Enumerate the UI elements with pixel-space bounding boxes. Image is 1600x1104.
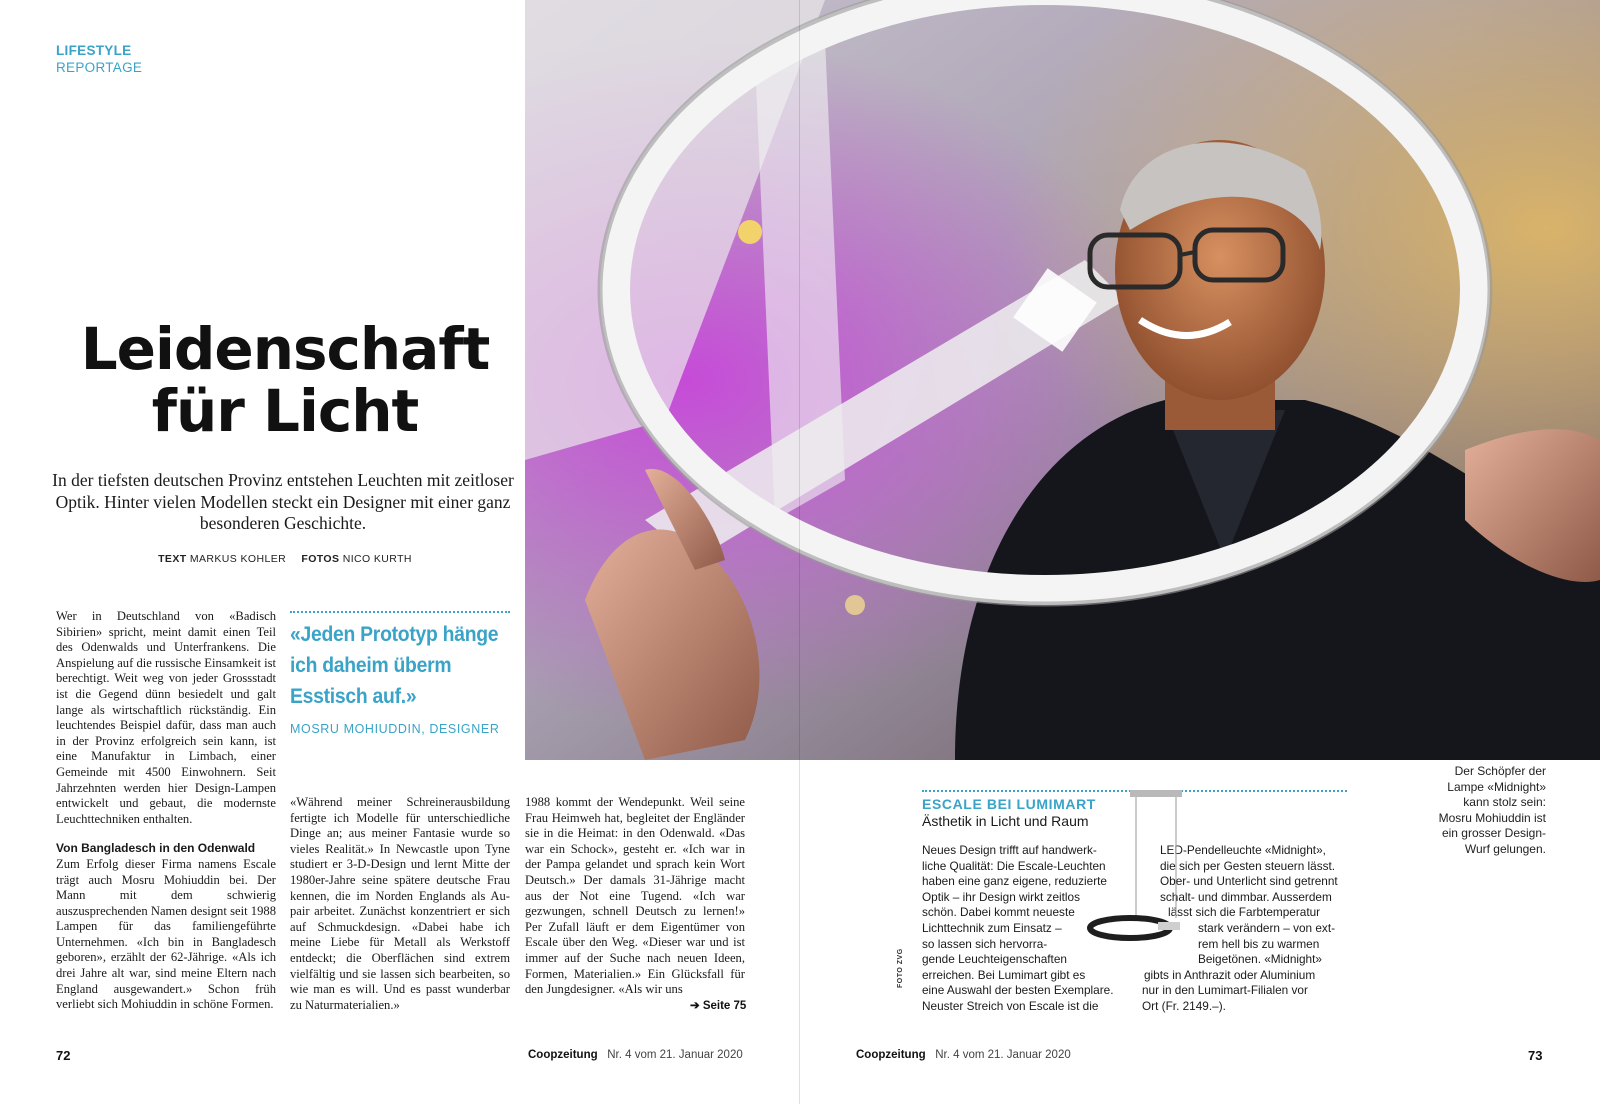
infobox-line: stark verändern – von ext- — [1198, 920, 1336, 935]
infobox-line: Ober- und Unterlicht sind getrennt — [1160, 874, 1338, 889]
footer-publication: Coopzeitung — [856, 1049, 926, 1061]
caption-line: Mosru Mohiuddin ist — [1438, 810, 1546, 825]
hero-photo-illustration — [525, 0, 1600, 760]
infobox-line: Optik – ihr Design wirkt zeitlos — [922, 889, 1080, 904]
spread-gutter — [799, 0, 800, 1104]
footer-right — [856, 1049, 1071, 1061]
infobox-line: gibts in Anthrazit oder Aluminium — [1144, 967, 1316, 982]
infobox-line: rem hell bis zu warmen — [1198, 936, 1320, 951]
infobox-line: Beigetönen. «Midnight» — [1198, 952, 1322, 967]
page-number-left: 72 — [56, 1048, 71, 1063]
body-column-3 — [525, 795, 745, 998]
caption-line: Der Schöpfer der — [1454, 764, 1546, 778]
continue-reference: ➔ Seite 75 — [690, 1000, 747, 1012]
section-label — [56, 42, 142, 76]
pendant-lamp-image — [1080, 790, 1200, 960]
infobox-line: LED-Pendelleuchte «Midnight», — [1160, 843, 1326, 857]
pull-quote-text: «Jeden Prototyp hänge ich daheim überm Esstisch auf.» — [290, 622, 499, 708]
infobox-line: Neues Design trifft auf handwerk- — [922, 843, 1097, 857]
page-number-right: 73 — [1528, 1048, 1543, 1063]
footer-left — [528, 1049, 743, 1061]
body-paragraph-4: 1988 kommt der Wendepunkt. Weil seine Frau Heimweh hat, begleitet der Engländer sie in die Heimat: in den Odenwald. «Das war ein Schock», gesteht er. «Ich war in der Pampa gelandet und sprach kein Wort Deutsch.» Der damals 31-Jährige macht aus der Not eine Tugend. «Ich war gezwungen, schnell Deutsch zu lernen!» Per Zufall läuft er dem Eigentümer von Escale über den Weg. «Dieser war und ist immer auf der Suche nach neuen Ideen, Formen, Materialien.» Ein Glücksfall für den Jungdesigner. «Als wir uns — [525, 795, 745, 997]
infobox-line: eine Auswahl der besten Exemplare. — [922, 983, 1114, 998]
caption-line: kann stolz sein: — [1463, 795, 1546, 810]
photo-credit: FOTO ZVG — [897, 948, 904, 988]
pull-quote — [290, 611, 510, 736]
footer-publication: Coopzeitung — [528, 1049, 598, 1061]
body-paragraph-3: «Während meiner Schreinerausbildung fertigte ich Modelle für unterschiedliche Dinge an; aus meiner Fantasie wurde so vieles Realität.» In Newcastle upon Tyne studiert er 3-D-Design und lernt Mitte der 1980er-Jahre seine spätere deutsche Frau kennen, die im Norden Englands als Au-pair arbeitet. Zunächst konzentriert er sich auf Schmuckdesign. «Dabei habe ich meine Liebe für Metall als Werkstoff entdeckt; die Oberflächen sind extrem vielfältig und sie lassen sich bearbeiten, so wie man es will. Und es passt wunderbar zu Naturmaterialien.» — [290, 795, 510, 1012]
infobox-line: liche Qualität: Die Escale-Leuchten — [922, 858, 1106, 873]
footer-issue: Nr. 4 vom 21. Januar 2020 — [935, 1049, 1071, 1061]
headline-line-1: Leidenschaft — [80, 315, 490, 383]
caption-line: ein grosser Design- — [1441, 826, 1546, 841]
infobox-line: nur in den Lumimart-Filialen vor — [1142, 983, 1308, 998]
infobox-title: ESCALE BEI LUMIMART — [922, 796, 1096, 812]
infobox-line: schalt- und dimmbar. Ausserdem — [1160, 889, 1332, 904]
infobox-line: Neuster Streich von Escale ist die — [922, 998, 1099, 1013]
pull-quote-attribution: MOSRU MOHIUDDIN, DESIGNER — [290, 722, 500, 736]
infobox-line: schön. Dabei kommt neueste — [922, 905, 1075, 920]
byline-text-author: MARKUS KOHLER — [189, 553, 287, 565]
byline-photo-label: FOTOS — [301, 553, 340, 565]
headline-line-2: für Licht — [151, 377, 419, 445]
byline-photo-author: NICO KURTH — [342, 553, 412, 565]
body-paragraph-1: Wer in Deutschland von «Badisch Sibirien» spricht, meint damit einen Teil des Odenwalds und Unterfrankens. Die Anspielung auf die russische Einsamkeit ist berechtigt. Weit weg von jeder Grossstadt ist die Gegend dünn besiedelt und galt lange als wirtschaftlich rückständig. Ein leuchtendes Beispiel dafür, dass man auch in der Provinz erfolgreich sein kann, ist eine Manufaktur in Limbach, einer Gemeinde mit 4500 Einwohnern. Seit Jahrzehnten werden hier Design-Lampen entwickelt und gebaut, die modernste Leuchttechniken enthalten. — [56, 609, 277, 826]
caption-line: Lampe «Midnight» — [1447, 779, 1546, 794]
section-category: LIFESTYLE — [56, 43, 132, 58]
lead-paragraph: In der tiefsten deutschen Provinz entstehen Leuchten mit zeitloser Optik. Hinter vielen Modellen steckt ein Designer mit einer ganz besonderen Geschichte. — [52, 470, 514, 533]
infobox-line: erreichen. Bei Lumimart gibt es — [922, 967, 1086, 982]
body-paragraph-2: Zum Erfolg dieser Firma namens Escale trägt auch Mosru Mohiuddin bei. Der Mann mit dem schwierig auszusprechenden Namen designt seit 1988 Lampen für das familiengeführte Unternehmen. «Ich bin in Bangladesch geboren», erzählt der 62-Jährige. «Als ich drei Jahre alt war, sind meine Eltern nach England ausgewandert.» Schon früh verliebt sich Mohiuddin in schöne Formen. — [56, 856, 276, 1012]
body-column-1 — [56, 609, 276, 1013]
byline — [56, 553, 514, 565]
headline — [40, 315, 530, 445]
infobox-subtitle: Ästhetik in Licht und Raum — [922, 813, 1089, 829]
section-subcategory: REPORTAGE — [56, 60, 143, 75]
hero-photo — [525, 0, 1600, 760]
infobox-line: Lichttechnik zum Einsatz – — [922, 920, 1062, 935]
photo-caption — [1420, 764, 1546, 858]
infobox-line: Ort (Fr. 2149.–). — [1142, 998, 1226, 1013]
footer-issue: Nr. 4 vom 21. Januar 2020 — [607, 1049, 743, 1061]
infobox-line: die sich per Gesten steuern lässt. — [1160, 858, 1336, 873]
infobox-line: so lassen sich hervorra- — [922, 936, 1048, 951]
infobox-line: gende Leuchteigenschaften — [922, 952, 1067, 967]
caption-line: Wurf gelungen. — [1464, 841, 1546, 856]
body-subheading: Von Bangladesch in den Odenwald — [56, 841, 256, 856]
pendant-lamp-illustration — [1080, 790, 1200, 960]
infobox-line: lässt sich die Farbtemperatur — [1168, 905, 1321, 920]
body-column-2 — [290, 795, 510, 1013]
infobox-line: haben eine ganz eigene, reduzierte — [922, 874, 1107, 889]
byline-text-label: TEXT — [158, 553, 187, 565]
